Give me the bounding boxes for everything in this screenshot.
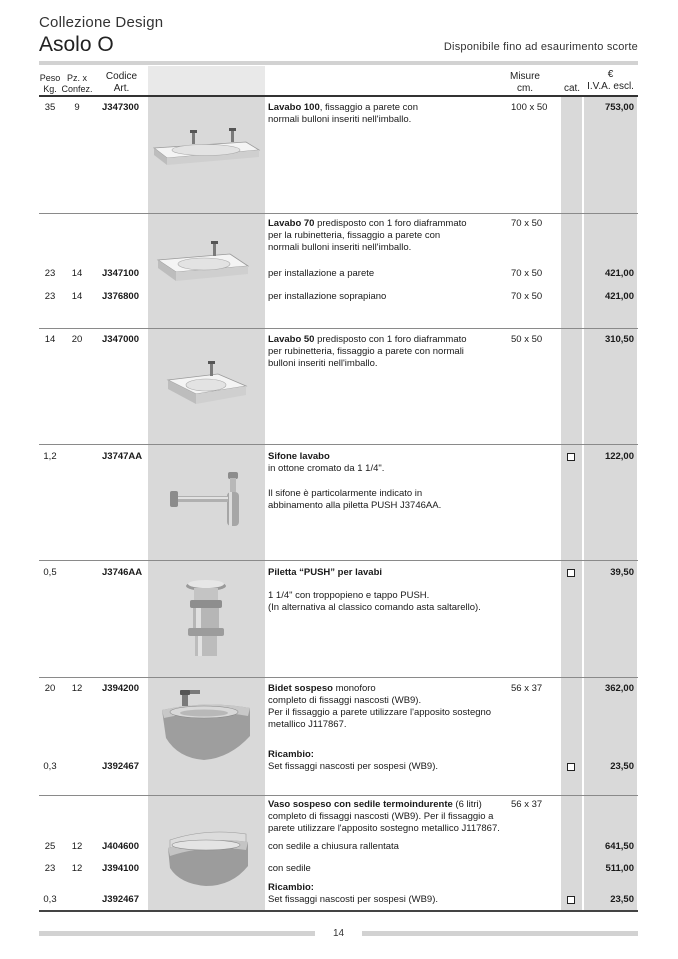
spare-label: Ricambio: bbox=[268, 882, 314, 893]
weight: 25 bbox=[44, 841, 56, 852]
washbasin-50-image bbox=[148, 350, 265, 412]
weight: 0,3 bbox=[43, 894, 57, 905]
size: 100 x 50 bbox=[511, 102, 548, 113]
cat-checkbox bbox=[567, 763, 575, 771]
page-number: 14 bbox=[332, 928, 345, 939]
pieces: 14 bbox=[71, 291, 83, 302]
description: 1 1/4" con troppopieno e tappo PUSH. bbox=[268, 590, 430, 601]
col-misure: Misure cm. bbox=[509, 71, 540, 94]
description: Per il fissaggio a parete utilizzare l'apposito sostegno bbox=[268, 707, 492, 718]
availability-note: Disponibile fino ad esaurimento scorte bbox=[443, 41, 638, 53]
description-title: Sifone lavabo bbox=[268, 451, 330, 462]
price: 122,00 bbox=[604, 451, 634, 462]
section-divider bbox=[39, 328, 638, 329]
section-divider bbox=[39, 213, 638, 214]
cat-checkbox bbox=[567, 453, 575, 461]
price: 511,00 bbox=[605, 863, 634, 874]
price: 23,50 bbox=[610, 761, 634, 772]
washbasin-70-image bbox=[148, 238, 265, 298]
cat-checkbox bbox=[567, 896, 575, 904]
description: in ottone cromato da 1 1/4". bbox=[268, 463, 385, 474]
section-divider bbox=[39, 560, 638, 561]
washbasin-100-image bbox=[148, 128, 265, 188]
description: normali bulloni inseriti nell'imballo. bbox=[268, 114, 412, 125]
description-title: Piletta “PUSH” per lavabi bbox=[268, 567, 383, 578]
push-drain-image bbox=[148, 578, 265, 662]
weight: 20 bbox=[44, 683, 56, 694]
size: 50 x 50 bbox=[511, 334, 543, 345]
description: per rubinetteria, fissaggio a parete con normali bbox=[268, 346, 464, 357]
variant-description: con sedile bbox=[268, 863, 311, 874]
col-codice: Codice Art. bbox=[105, 71, 138, 94]
col-price: € I.V.A. escl. bbox=[587, 69, 634, 92]
product-code: J347000 bbox=[102, 334, 139, 345]
weight: 1,2 bbox=[43, 451, 57, 462]
description: abbinamento alla piletta PUSH J3746AA. bbox=[268, 500, 442, 511]
footer-bar-right bbox=[362, 931, 638, 936]
size: 70 x 50 bbox=[511, 268, 543, 279]
price: 23,50 bbox=[610, 894, 634, 905]
product-code: J376800 bbox=[102, 291, 139, 302]
col-cat: cat. bbox=[563, 83, 581, 94]
product-code: J3747AA bbox=[102, 451, 143, 462]
price: 39,50 bbox=[610, 567, 634, 578]
description: Lavabo 70 predisposto con 1 foro diaframmato bbox=[268, 218, 467, 229]
price: 362,00 bbox=[604, 683, 634, 694]
description: completo di fissaggi nascosti (WB9). bbox=[268, 695, 422, 706]
pieces: 12 bbox=[71, 863, 83, 874]
wall-toilet-image bbox=[148, 822, 265, 890]
section-divider bbox=[39, 795, 638, 796]
siphon-image bbox=[148, 470, 265, 530]
table-end-rule bbox=[39, 910, 638, 912]
weight: 23 bbox=[44, 863, 56, 874]
price-column bbox=[584, 96, 637, 911]
variant-description: con sedile a chiusura rallentata bbox=[268, 841, 399, 852]
spare-label: Ricambio: bbox=[268, 749, 314, 760]
spare-description: Set fissaggi nascosti per sospesi (WB9). bbox=[268, 761, 439, 772]
size: 56 x 37 bbox=[511, 799, 543, 810]
weight: 14 bbox=[44, 334, 56, 345]
col-peso: Peso Kg. bbox=[39, 73, 61, 94]
product-code: J3746AA bbox=[102, 567, 143, 578]
section-divider bbox=[39, 444, 638, 445]
variant-description: per installazione a parete bbox=[268, 268, 375, 279]
footer-bar-left bbox=[39, 931, 315, 936]
weight: 0,3 bbox=[43, 761, 57, 772]
price: 641,50 bbox=[604, 841, 634, 852]
price: 421,00 bbox=[604, 291, 634, 302]
description: metallico J117867. bbox=[268, 719, 347, 730]
price: 753,00 bbox=[604, 102, 634, 113]
product-code: J392467 bbox=[102, 894, 139, 905]
size: 70 x 50 bbox=[511, 218, 543, 229]
description: (In alternativa al classico comando asta saltarello). bbox=[268, 602, 481, 613]
pieces: 20 bbox=[71, 334, 83, 345]
description: per la rubinetteria, fissaggio a parete con bbox=[268, 230, 441, 241]
size: 70 x 50 bbox=[511, 291, 543, 302]
description: bulloni inseriti nell'imballo. bbox=[268, 358, 378, 369]
description: parete utilizzare l'apposito sostegno metallico J117867. bbox=[268, 823, 500, 834]
description: Bidet sospeso monoforo bbox=[268, 683, 376, 694]
size: 56 x 37 bbox=[511, 683, 543, 694]
product-code: J394100 bbox=[102, 863, 139, 874]
variant-description: per installazione soprapiano bbox=[268, 291, 387, 302]
description: Il sifone è particolarmente indicato in bbox=[268, 488, 423, 499]
pieces: 9 bbox=[74, 102, 80, 113]
pieces: 14 bbox=[71, 268, 83, 279]
product-code: J347300 bbox=[102, 102, 139, 113]
product-code: J392467 bbox=[102, 761, 139, 772]
product-code: J347100 bbox=[102, 268, 139, 279]
product-code: J394200 bbox=[102, 683, 139, 694]
pieces: 12 bbox=[71, 841, 83, 852]
collection-title: Collezione Design bbox=[39, 14, 164, 31]
description: Vaso sospeso con sedile termoindurente (6 litri) bbox=[268, 799, 482, 810]
weight: 23 bbox=[44, 268, 56, 279]
description: Lavabo 50 predisposto con 1 foro diaframmato bbox=[268, 334, 467, 345]
bidet-image bbox=[148, 686, 265, 766]
series-title: Asolo O bbox=[39, 33, 114, 56]
section-divider bbox=[39, 677, 638, 678]
cat-column bbox=[561, 96, 582, 911]
image-column-head bbox=[148, 66, 265, 96]
weight: 0,5 bbox=[43, 567, 57, 578]
pieces: 12 bbox=[71, 683, 83, 694]
price: 421,00 bbox=[604, 268, 634, 279]
col-pezzi: Pz. x Confez. bbox=[61, 73, 93, 94]
header-rule bbox=[39, 61, 638, 65]
weight: 23 bbox=[44, 291, 56, 302]
price: 310,50 bbox=[604, 334, 634, 345]
spare-description: Set fissaggi nascosti per sospesi (WB9). bbox=[268, 894, 439, 905]
description: normali bulloni inseriti nell'imballo. bbox=[268, 242, 412, 253]
product-code: J404600 bbox=[102, 841, 139, 852]
description: completo di fissaggi nascosti (WB9). Per il fissaggio a bbox=[268, 811, 494, 822]
weight: 35 bbox=[44, 102, 56, 113]
description: Lavabo 100, fissaggio a parete con bbox=[268, 102, 418, 113]
cat-checkbox bbox=[567, 569, 575, 577]
table-head-rule bbox=[39, 95, 638, 97]
